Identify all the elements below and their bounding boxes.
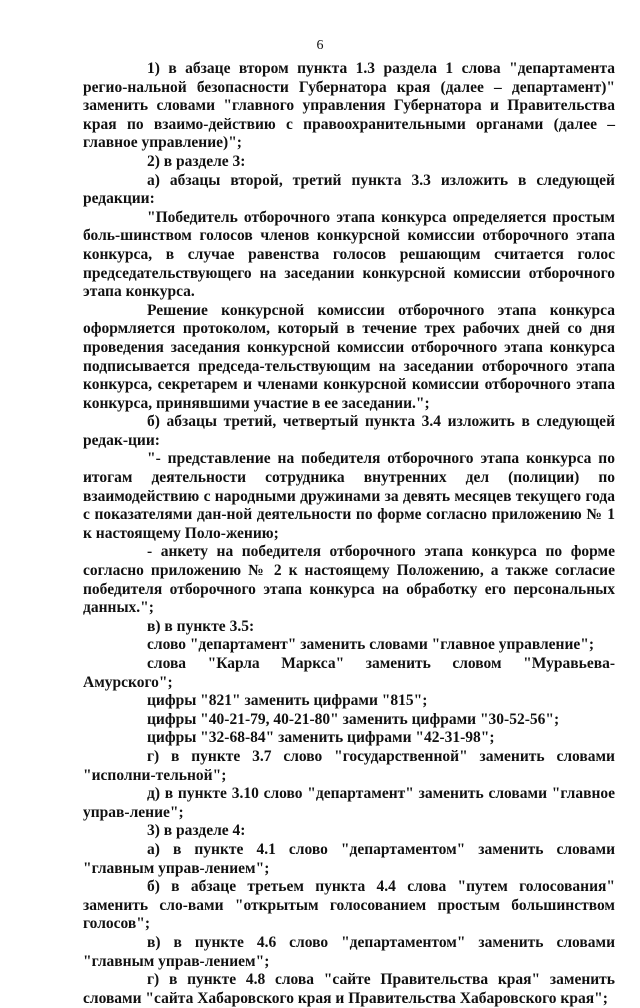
paragraph-20: в) в пункте 4.6 слово "департаментом" заменить словами "главным управ-лением"; [83, 933, 615, 970]
paragraph-8: - анкету на победителя отборочного этапа конкурса по форме согласно приложению № 2 к настоящему Положению, а также согласие победителя отборочного этапа конкурса на обработку его персональных данных."; [83, 543, 615, 617]
paragraph-13: цифры "40-21-79, 40-21-80" заменить цифрами "30-52-56"; [147, 710, 560, 728]
paragraph-12: цифры "821" заменить цифрами "815"; [147, 692, 428, 710]
paragraph-17: 3) в разделе 4: [147, 822, 246, 840]
paragraph-11: слова "Карла Маркса" заменить словом "Муравьева-Амурского"; [83, 655, 615, 691]
paragraph-7: "- представление на победителя отборочного этапа конкурса по итогам деятельности сотрудника внутренних дел (полиции) по взаимодействию с народными дружинами за девять месяцев текущего года с показателями дан-ной деятельности по форме согласно приложению № 1 к настоящему Поло-жению; [83, 450, 615, 542]
paragraph-1: 1) в абзаце втором пункта 1.3 раздела 1 слова "департамента регио-нальной безопасности Губернатора края (далее – департамент)" заменить словами "главного управления Губернатора и Правительства края по взаимо-действию с правоохранительными органами (далее – главное управление)"; [83, 60, 615, 152]
paragraph-19: б) в абзаце третьем пункта 4.4 слова "путем голосования" заменить сло-вами "открытым голосованием простым большинством голосов"; [83, 878, 615, 933]
paragraph-15: г) в пункте 3.7 слово "государственной" заменить словами "исполни-тельной"; [83, 747, 615, 784]
paragraph-3: а) абзацы второй, третий пункта 3.3 изложить в следующей редакции: [83, 171, 615, 208]
paragraph-4: "Победитель отборочного этапа конкурса определяется простым боль-шинством голосов членов конкурсной комиссии отборочного этапа конкурса, в случае равенства голосов решающим считается голос председательствующего на заседании конкурсной комиссии отборочного этапа конкурса. [83, 208, 615, 301]
paragraph-18: а) в пункте 4.1 слово "департаментом" заменить словами "главным управ-лением"; [83, 840, 615, 877]
paragraph-14: цифры "32-68-84" заменить цифрами "42-31-98"; [147, 729, 495, 747]
paragraph-21: г) в пункте 4.8 слова "сайте Правительства края" заменить словами "сайта Хабаровского края и Правительства Хабаровского края"; [83, 971, 615, 1007]
paragraph-16: д) в пункте 3.10 слово "департамент" заменить словами "главное управ-ление"; [83, 785, 615, 821]
paragraph-5: Решение конкурсной комиссии отборочного этапа конкурса оформляется протоколом, который в течение трех рабочих дней со дня проведения заседания конкурсной комиссии отборочного этапа конкурса подписывается председа-тельствующим на заседании отборочного этапа конкурса, секретарем и членами конкурсной комиссии отборочного этапа конкурса, принявшими участие в ее заседании."; [83, 301, 615, 412]
paragraph-10: слово "департамент" заменить словами "главное управление"; [147, 636, 595, 654]
document-body [83, 60, 615, 1008]
paragraph-6: б) абзацы третий, четвертый пункта 3.4 изложить в следующей редак-ции: [83, 413, 615, 449]
paragraph-2: 2) в разделе 3: [147, 152, 246, 170]
page-number: 6 [316, 38, 324, 53]
paragraph-9: в) в пункте 3.5: [147, 617, 255, 635]
